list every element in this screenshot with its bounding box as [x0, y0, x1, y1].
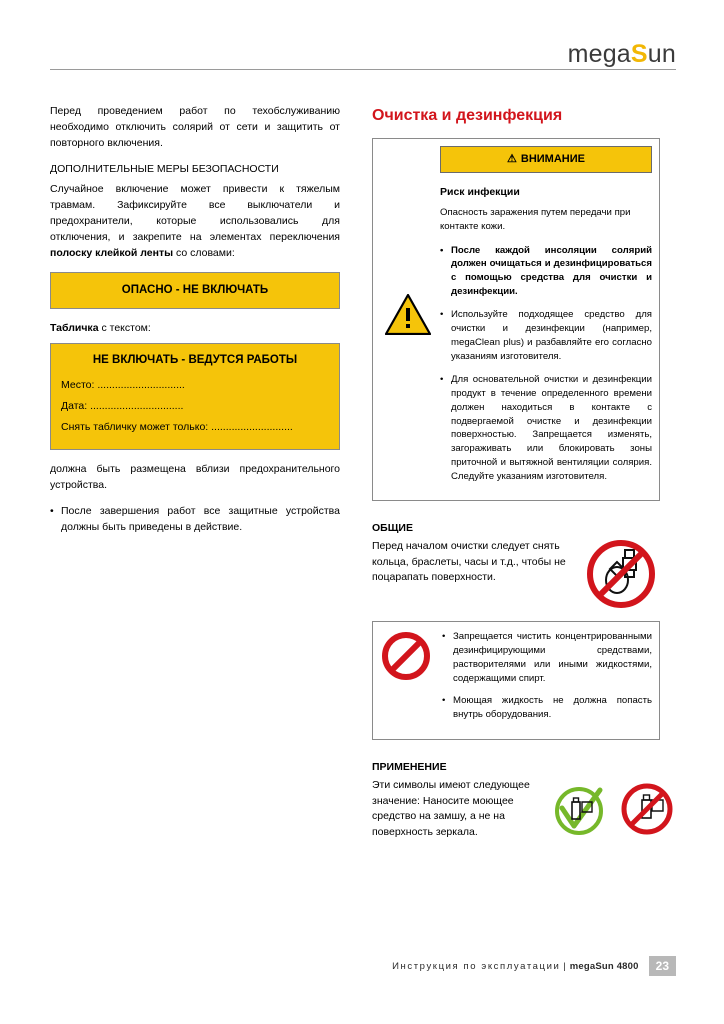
forbidden-mirror-icon — [616, 778, 678, 840]
no-jewelry-icon — [582, 539, 660, 609]
page-header — [50, 26, 676, 70]
application-heading: ПРИМЕНЕНИЕ — [372, 761, 447, 774]
left-bullet-list — [50, 504, 340, 536]
hazard-triangle-icon — [385, 294, 431, 335]
warning-body — [440, 185, 652, 485]
application-text: Эти символы имеют следующее значение: Наносите моющее средство на замшу, а не на поверхность зеркала. — [372, 778, 530, 839]
list-item: • Для основательной очистки и дезинфекции продукт в течение определенного времени должен находиться в контакте с подвергаемой очистке и дезинфекции поверхностью. Запрещается изменять, загораживать или блокировать зоны приточной и вытяжной вентиляции солярия. Следуйте указаниям изготовителя. — [440, 373, 652, 484]
danger-label-text: ОПАСНО - НЕ ВКЛЮЧАТЬ — [121, 283, 269, 296]
attention-label: ВНИМАНИЕ — [520, 153, 585, 165]
brand-logo — [568, 40, 676, 69]
general-row — [372, 539, 660, 609]
plate-intro-bold: Табличка — [50, 322, 99, 335]
header-divider — [50, 69, 676, 70]
footer-line — [392, 956, 676, 976]
plate-intro-rest: с текстом: — [98, 322, 151, 335]
intro-paragraph: Перед проведением работ по техобслуживанию необходимо отключить солярий от сети и защитить от повторного включения. — [50, 105, 340, 149]
prohibition-box — [372, 621, 660, 740]
work-plate-remover: Снять табличку может только: ............................ — [61, 421, 293, 434]
footer-separator: | — [563, 960, 567, 972]
safety-paragraph-bold: полоску клейкой ленты — [50, 246, 174, 259]
page-footer — [50, 956, 676, 982]
prohibition-content — [442, 630, 652, 731]
section-title: Очистка и дезинфекция — [372, 107, 563, 124]
brand-part-mega: mega — [567, 40, 631, 68]
work-plate-title: НЕ ВКЛЮЧАТЬ - ВЕДУТСЯ РАБОТЫ — [92, 354, 298, 366]
work-plate-box — [50, 343, 340, 450]
work-plate-date: Дата: ................................ — [61, 400, 184, 413]
danger-label-box — [50, 272, 340, 309]
brand-part-un: un — [647, 40, 676, 68]
brand-part-s: S — [630, 40, 648, 68]
list-item: • После каждой инсоляции солярий должен очищаться и дезинфицироваться с помощью средства для очистки и дезинфекции. — [440, 244, 652, 300]
left-column — [50, 104, 340, 540]
list-item: • Запрещается чистить концентрированными дезинфицирующими средствами, растворителями или иными жидкостями, содержащими спирт. — [442, 630, 652, 686]
general-text: Перед началом очистки следует снять кольца, браслеты, часы и т.д., чтобы не поцарапать поверхности. — [372, 539, 566, 584]
risk-heading: Риск инфекции — [440, 185, 520, 198]
list-item: • После завершения работ все защитные устройства должны быть приведены в действие. — [50, 504, 340, 536]
after-plate-paragraph: должна быть размещена вблизи предохранительного устройства. — [50, 463, 340, 492]
risk-bullet-list — [440, 244, 652, 485]
safety-paragraph-part2: со словами: — [173, 246, 235, 259]
page-number: 23 — [649, 956, 676, 976]
plate-intro — [50, 321, 340, 337]
warning-box — [372, 138, 660, 501]
footer-text: Инструкция по эксплуатации — [392, 960, 561, 972]
prohibition-sign-icon — [380, 630, 442, 682]
safety-paragraph — [50, 182, 340, 262]
risk-text: Опасность заражения путем передачи при контакте кожи. — [440, 206, 631, 232]
right-column — [372, 104, 660, 841]
warning-content — [440, 146, 652, 493]
prohibition-bullet-list — [442, 630, 652, 722]
application-row — [372, 778, 660, 841]
general-heading: ОБЩИЕ — [372, 522, 413, 535]
allowed-cloth-icon — [548, 778, 610, 840]
prohibition-icon-column — [380, 630, 442, 731]
list-item: • Моющая жидкость не должна попасть внутрь оборудования. — [442, 694, 652, 722]
work-plate-place: Место: .............................. — [61, 379, 185, 392]
footer-model: megaSun 4800 — [569, 960, 639, 972]
attention-bar — [440, 146, 652, 173]
attention-triangle-icon: ⚠ — [507, 153, 517, 165]
safety-paragraph-part1: Случайное включение может привести к тяжелым травмам. Зафиксируйте все выключатели и предохранители, которые использовались для отключения, и закрепите на элементах переключения — [50, 182, 340, 243]
list-item: • Используйте подходящее средство для очистки и дезинфекции (например, megaClean plus) и разбавляйте его согласно указаниям изготовителя. — [440, 308, 652, 364]
warning-icon-column — [380, 146, 440, 493]
safety-heading: ДОПОЛНИТЕЛЬНЫЕ МЕРЫ БЕЗОПАСНОСТИ — [50, 162, 279, 175]
